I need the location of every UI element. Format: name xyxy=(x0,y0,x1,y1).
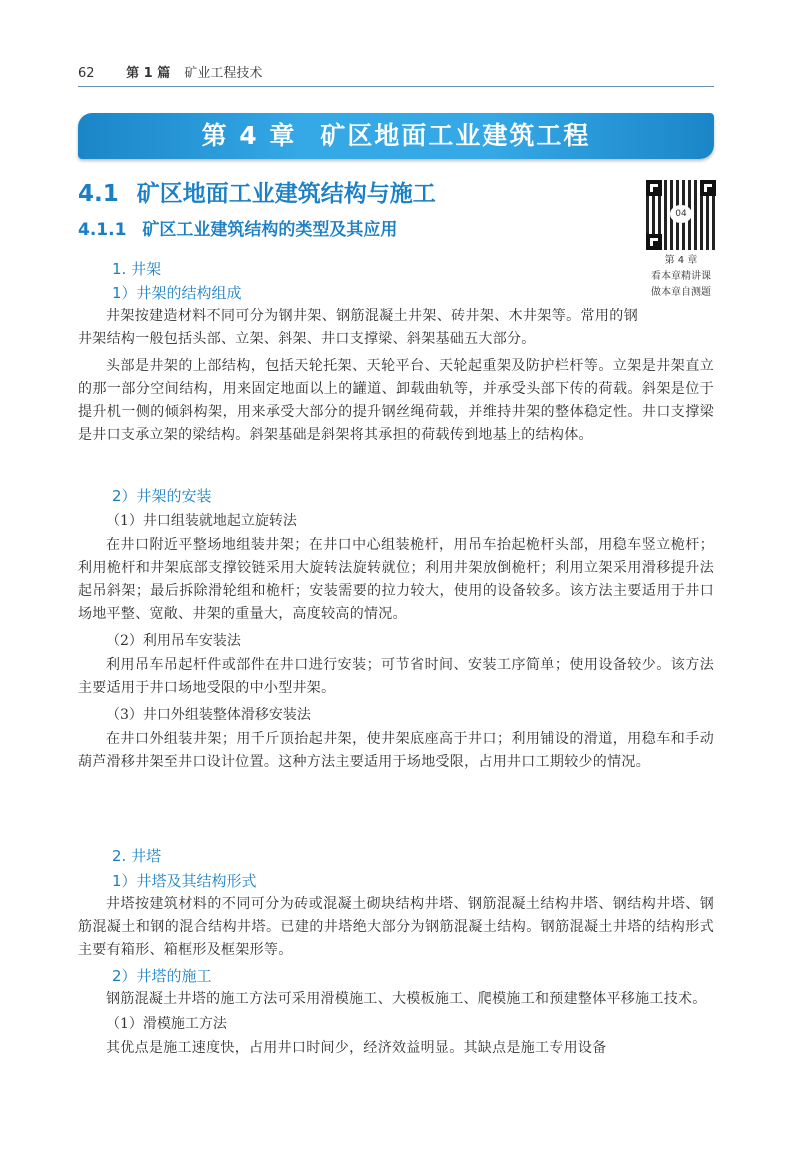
block-headframe-structure xyxy=(78,257,714,351)
qr-badge: 04 xyxy=(670,205,692,223)
paragraph-method-2: 利用吊车吊起杆件或部件在井口进行安装；可节省时间、安装工序简单；使用设备较少。该方法主要适用于井口场地受限的中小型井架。 xyxy=(78,657,714,696)
part-label: 第 1 篇 xyxy=(126,66,171,81)
heading-headframe-installation: 2）井架的安装 xyxy=(112,487,212,505)
chapter-banner xyxy=(78,113,714,159)
heading-headframe-structure: 1）井架的结构组成 xyxy=(112,284,242,302)
subsection-number: 4.1.1 xyxy=(78,220,127,240)
heading-slipform: （1）滑模施工方法 xyxy=(106,1016,227,1032)
subsection-heading xyxy=(78,215,397,240)
heading-method-3: （3）井口外组装整体滑移安装法 xyxy=(106,707,311,723)
chapter-number: 第 4 章 xyxy=(201,121,297,150)
heading-method-2: （2）利用吊车安装法 xyxy=(106,633,241,649)
qr-caption-lecture: 看本章精讲课 xyxy=(651,271,711,282)
heading-tower: 2. 井塔 xyxy=(112,847,162,865)
chapter-title: 矿区地面工业建筑工程 xyxy=(320,121,591,150)
qr-code-icon[interactable] xyxy=(644,178,718,252)
book-title: 矿业工程技术 xyxy=(184,66,263,81)
page-number: 62 xyxy=(78,66,95,81)
qr-caption-quiz: 做本章自测题 xyxy=(651,287,711,298)
section-title: 矿区地面工业建筑结构与施工 xyxy=(136,181,436,207)
block-headframe-parts xyxy=(78,355,714,447)
paragraph-method-1: 在井口附近平整场地组装井架；在井口中心组装桅杆，用吊车抬起桅杆头部，用稳车竖立桅杆；利用桅杆和井架底部支撑铰链采用大旋转法旋转就位；利用井架放倒桅杆；利用立架采用滑移提升法起吊斜架；最后拆除滑轮组和桅杆；安装需要的拉力较大，使用的设备较多。该方法主要适用于井口场地平整、宽敞、井架的重量大，高度较高的情况。 xyxy=(78,537,714,622)
paragraph-tower-construction: 钢筋混凝土井塔的施工方法可采用滑模施工、大模板施工、爬模施工和预建整体平移施工技术。 xyxy=(106,991,707,1007)
block-headframe-installation xyxy=(78,484,714,774)
section-number: 4.1 xyxy=(78,181,119,207)
block-headframe-tower xyxy=(78,843,714,1060)
running-header xyxy=(78,62,714,87)
heading-tower-construction: 2）井塔的施工 xyxy=(112,967,212,985)
paragraph-headframe-materials: 井架按建造材料不同可分为钢井架、钢筋混凝土井架、砖井架、木井架等。常用的钢井架结构一般包括头部、立架、斜架、井口支撑梁、斜架基础五大部分。 xyxy=(78,308,638,347)
paragraph-slipform: 其优点是施工速度快，占用井口时间少，经济效益明显。其缺点是施工专用设备 xyxy=(106,1040,607,1056)
heading-headframe: 1. 井架 xyxy=(112,260,162,278)
paragraph-tower-structure: 井塔按建筑材料的不同可分为砖或混凝土砌块结构井塔、钢筋混凝土结构井塔、钢结构井塔、钢筋混凝土和钢的混合结构井塔。已建的井塔绝大部分为钢筋混凝土结构。钢筋混凝土井塔的结构形式主要有箱形、箱框形及框架形等。 xyxy=(78,896,714,958)
subsection-title: 矿区工业建筑结构的类型及其应用 xyxy=(142,220,398,240)
section-heading xyxy=(78,175,436,208)
paragraph-method-3: 在井口外组装井架；用千斤顶抬起井架，使井架底座高于井口；利用铺设的滑道，用稳车和手动葫芦滑移井架至井口设计位置。这种方法主要适用于场地受限，占用井口工期较少的情况。 xyxy=(78,731,714,770)
heading-method-1: （1）井口组装就地起立旋转法 xyxy=(106,513,297,529)
qr-caption-chapter: 第 4 章 xyxy=(664,255,698,266)
heading-tower-structure: 1）井塔及其结构形式 xyxy=(112,872,257,890)
paragraph-headframe-parts: 头部是井架的上部结构，包括天轮托架、天轮平台、天轮起重架及防护栏杆等。立架是井架直立的那一部分空间结构，用来固定地面以上的罐道、卸载曲轨等，并承受头部下传的荷载。斜架是位于提升机一侧的倾斜构架，用来承受大部分的提升钢丝绳荷载，并维持井架的整体稳定性。井口支撑梁是井口支承立架的梁结构。斜架基础是斜架将其承担的荷载传到地基上的结构体。 xyxy=(78,358,714,443)
